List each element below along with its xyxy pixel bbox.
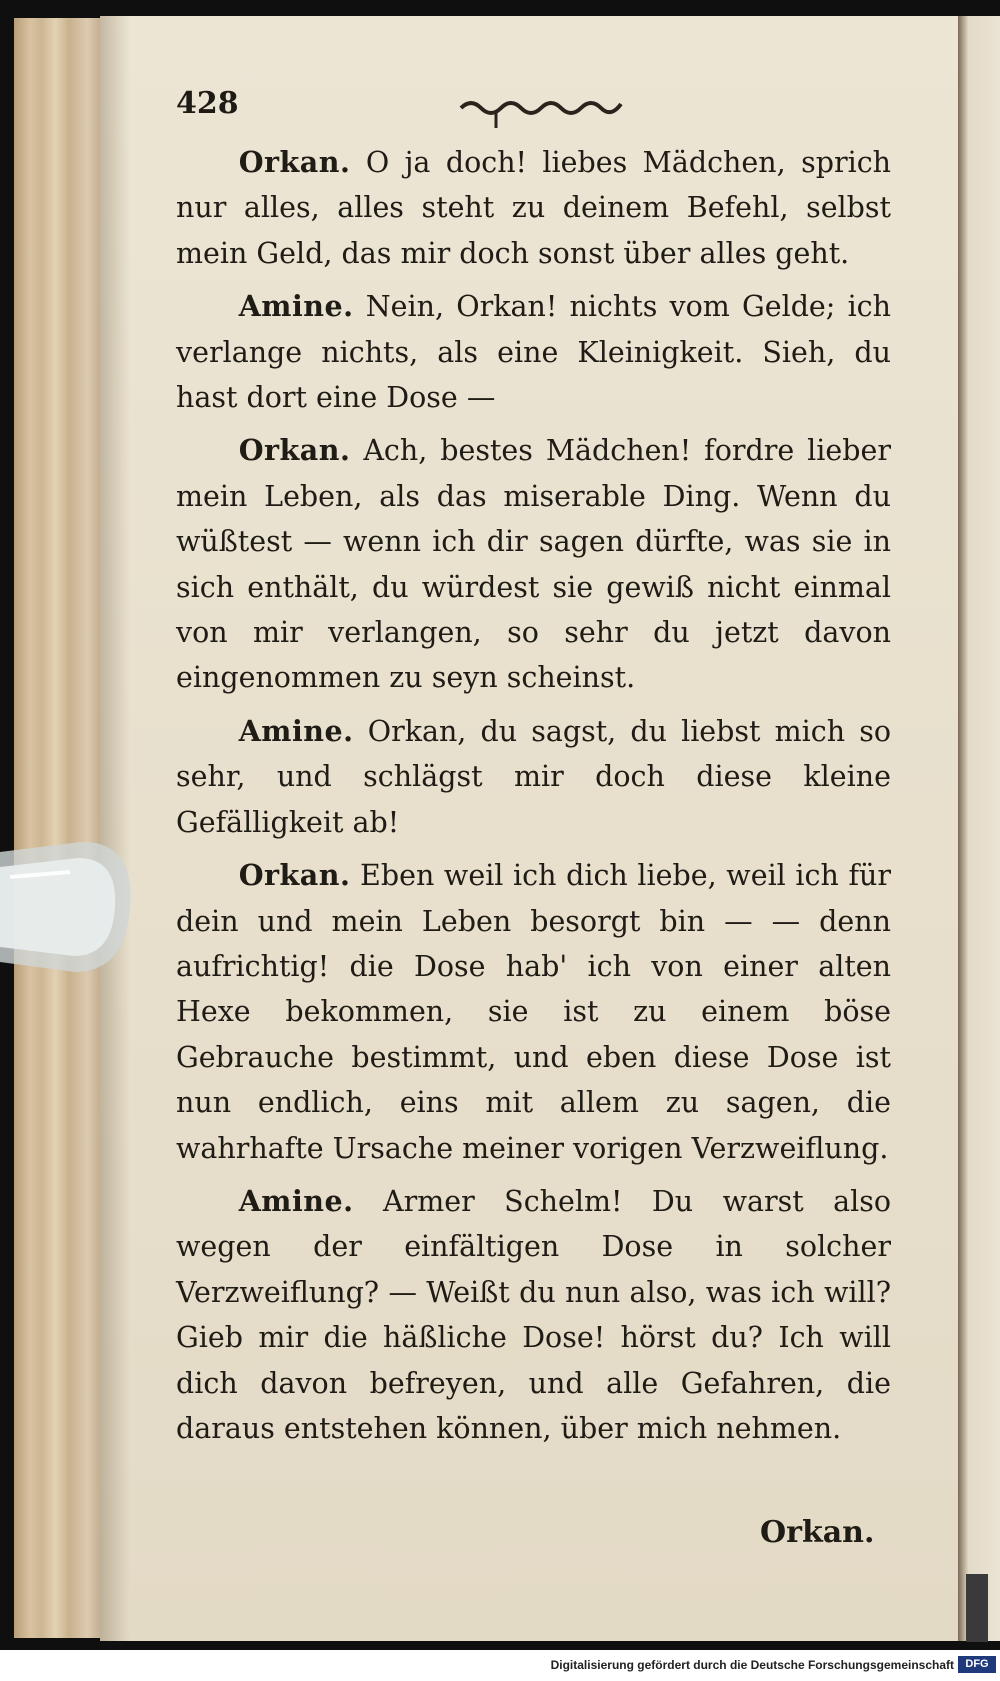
page-number: 428: [176, 86, 239, 121]
page-text: [176, 140, 891, 1459]
paragraph-text: Orkan, du sagst, du liebst mich so sehr, und schlägst mir doch diese kleine Gefälligkeit ab!: [176, 714, 891, 839]
speaker-name: Orkan.: [238, 858, 351, 893]
paragraph-text: O ja doch! liebes Mädchen, sprich nur alles, alles steht zu deinem Befehl, selbst mein Geld, das mir doch sonst über alles geht.: [176, 146, 892, 270]
page-gutter-shadow: [100, 16, 130, 1641]
speaker-name: Amine.: [238, 1183, 354, 1218]
paragraph: [176, 140, 891, 276]
header-ornament: [456, 90, 626, 130]
catchword: Orkan.: [760, 1515, 875, 1550]
paragraph: [176, 428, 891, 700]
dfg-logo: DFG: [958, 1656, 996, 1673]
speaker-name: Amine.: [238, 289, 354, 324]
speaker-name: Amine.: [238, 713, 354, 748]
paragraph: [176, 1179, 891, 1451]
funding-credit: Digitalisierung gefördert durch die Deutsche Forschungsgemeinschaft: [550, 1658, 954, 1672]
paragraph-text: Eben weil ich dich liebe, weil ich für dein und mein Leben besorgt bin — — denn aufrichtig! die Dose hab' ich von einer alten Hexe bekommen, sie ist zu einem böse Gebrauche bestimmt, und eben diese Dose ist nun endlich, eins mit allem zu sagen, die wahrhafte Ursache meiner vorigen Verzweiflung.: [176, 859, 892, 1165]
paragraph: [176, 709, 891, 845]
paragraph: [176, 853, 891, 1171]
page-edges: [14, 18, 106, 1638]
paragraph: [176, 284, 891, 420]
paragraph-text: Ach, bestes Mädchen! fordre lieber mein Leben, als das miserable Ding. Wenn du wüßtest — wenn ich dir sagen dürfte, was sie in sich enthält, du würdest sie gewiß nicht einmal von mir verlangen, so sehr du jetzt davon eingenommen zu seyn scheinst.: [176, 434, 891, 695]
page-header: [176, 86, 896, 136]
speaker-name: Orkan.: [238, 145, 351, 179]
facing-page-edge: [958, 16, 1000, 1641]
paragraph-text: Armer Schelm! Du warst also wegen der einfältigen Dose in solcher Verzweiflung? — Weißt du nun also, was ich will? Gieb mir die häßliche Dose! hörst du? Ich will dich davon befreyen, und alle Gefahren, die daraus entstehen können, über mich nehmen.: [176, 1184, 891, 1445]
glass-weight-clamp: [0, 832, 140, 982]
digitization-footer: [0, 1650, 1000, 1681]
speaker-name: Orkan.: [238, 433, 351, 468]
color-calibration-strip: [966, 1574, 988, 1642]
paragraph-text: Nein, Orkan! nichts vom Gelde; ich verlange nichts, als eine Kleinigkeit. Sieh, du hast dort eine Dose —: [176, 290, 891, 415]
